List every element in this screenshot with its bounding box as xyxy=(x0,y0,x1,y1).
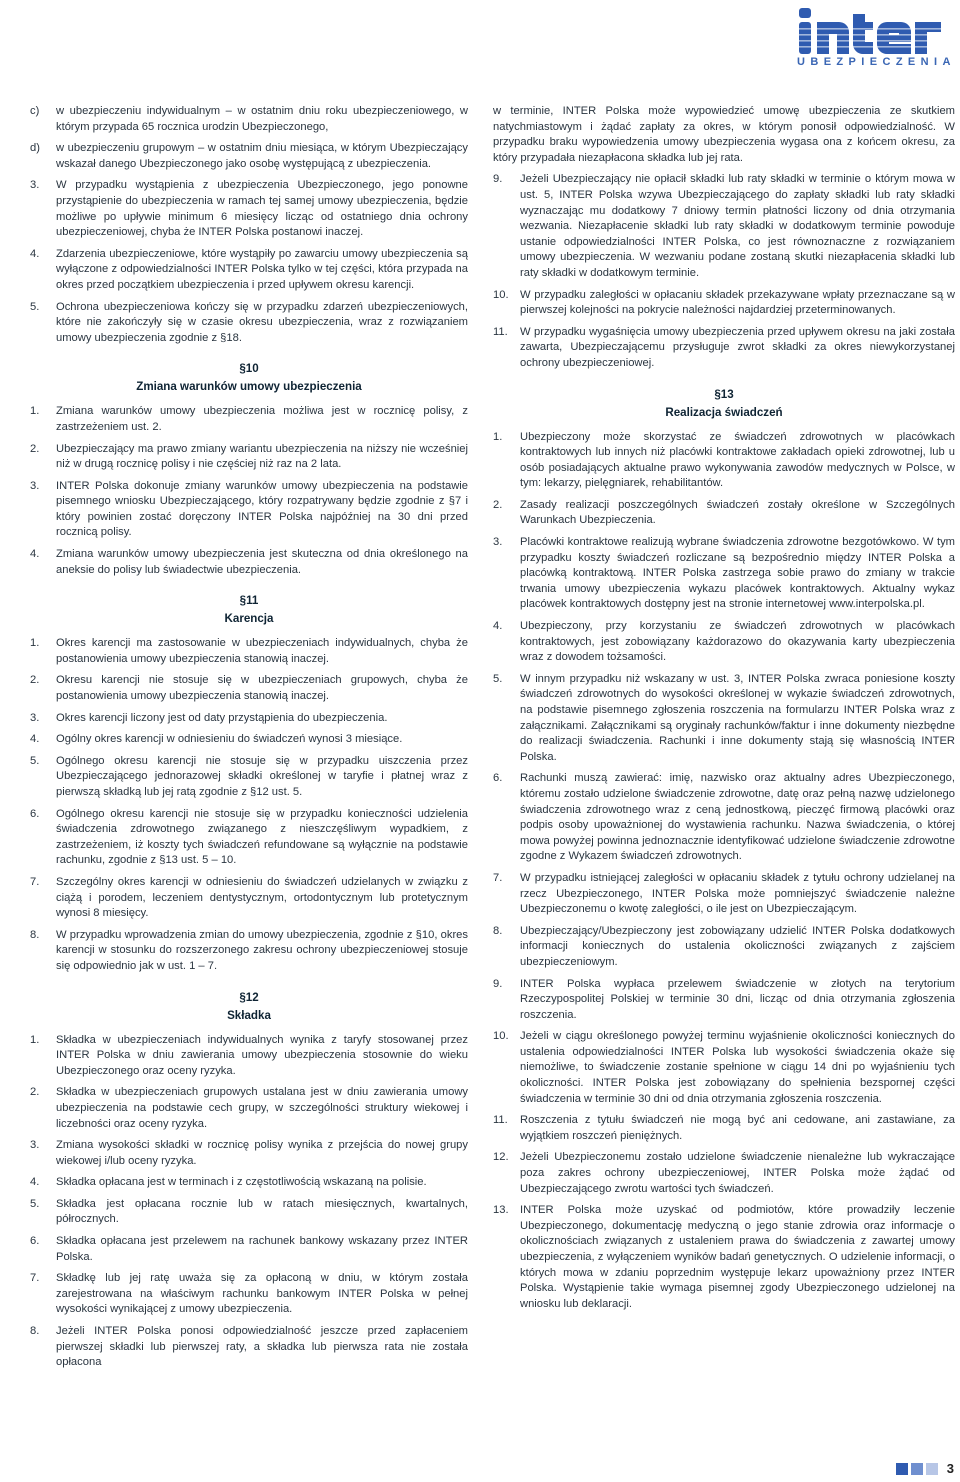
list-item xyxy=(30,1324,468,1371)
section-10-title: Zmiana warunków umowy ubezpieczenia xyxy=(136,380,362,394)
list-item-number: d) xyxy=(30,142,40,155)
list-item-number: 4. xyxy=(493,620,503,633)
list-item-number: 2. xyxy=(30,442,40,455)
section-11-list xyxy=(30,636,468,974)
list-item-number: 6. xyxy=(30,1235,40,1248)
list-item-number: 9. xyxy=(493,977,503,990)
section-10-number: §10 xyxy=(239,362,259,376)
footer-square-2 xyxy=(911,1463,923,1475)
list-item-text: Ubezpieczony może skorzystać ze świadczeń zdrowotnych w placówkach kontraktowych lub innych niż placówki kontraktowe zakładach opieki zdrowotnej, lub u osób posiadających aktualne prawo wykonywania zawodów medycznych w Polsce, w tym: lekarzy, pielęgniarek, rehabilitantów. xyxy=(520,430,955,490)
list-item-number: 5. xyxy=(30,754,40,767)
list-item-number: 11. xyxy=(493,1114,508,1127)
section-11-number: §11 xyxy=(239,594,259,608)
list-item-text: Okresu karencji nie stosuje się w ubezpieczeniach grupowych, chyba że postanowienia umowy ubezpieczenia stanowią inaczej. xyxy=(56,674,468,703)
footer-square-1 xyxy=(896,1463,908,1475)
section-13-heading xyxy=(493,386,955,422)
list-item xyxy=(493,430,955,492)
list-item-text: Zmiana warunków umowy ubezpieczenia jest skuteczna od dnia określonego na aneksie do polisy lub świadectwie ubezpieczenia. xyxy=(56,548,468,576)
inter-logo-wordmark xyxy=(797,6,955,56)
list-item-text: Ochrona ubezpieczeniowa kończy się w przypadku zdarzeń ubezpieczeniowych, które nie zakończyły się w czasie okresu ubezpieczenia, wraz z rozwiązaniem umowy ubezpieczenia zgodnie z §18. xyxy=(56,300,468,344)
list-item xyxy=(493,498,955,529)
list-item-number: 4. xyxy=(30,733,40,746)
list-item xyxy=(30,479,468,541)
list-item-text: Jeżeli Ubezpieczonemu zostało udzielone świadczenie nienależne lub wykraczające poza zakres ochrony ubezpieczeniowej, INTER Polska może żądać od Ubezpieczającego zwrotu wartości tych świadczeń. xyxy=(520,1151,955,1195)
list-item-number: 3. xyxy=(30,1139,40,1152)
inter-logo xyxy=(797,6,955,72)
section-10-heading xyxy=(30,360,468,396)
list-item xyxy=(493,871,955,918)
list-item xyxy=(493,1203,955,1312)
list-item-number: 9. xyxy=(493,173,503,186)
list-item-text: Rachunki muszą zawierać: imię, nazwisko oraz aktualny adres Ubezpieczonego, któremu zostało udzielone świadczenie zdrowotne, datę oraz pełną nazwę udzielonego świadczenia zdrowotnego wraz z ceną jednostkową, pieczęć firmową placówki oraz podpis osoby upoważnionej do wystawienia rachunku. Nazwa świadczenia, o której mowa powyżej powinna jednoznacznie identyfikować udzielone świadczenie zdrowotne zgodne z Wykazem świadczeń zdrowotnych. xyxy=(520,772,955,863)
list-item-number: 13. xyxy=(493,1204,509,1217)
list-item-number: 7. xyxy=(493,871,503,884)
list-item xyxy=(30,1175,468,1191)
list-item-text: w ubezpieczeniu grupowym – w ostatnim dniu miesiąca, w którym Ubezpieczający wskazał danego Ubezpieczonego jako osobę występującą z ubezpieczenia. xyxy=(56,142,468,170)
list-item-text: Zmiana warunków umowy ubezpieczenia możliwa jest w rocznicę polisy, z zastrzeżeniem ust. 2. xyxy=(56,405,468,433)
list-item-text: Ubezpieczający ma prawo zmiany wariantu ubezpieczenia na niższy nie wcześniej niż w drugą rocznicę polisy i nie częściej niż raz na 2 lata. xyxy=(56,442,468,471)
list-item-number: 6. xyxy=(493,772,503,785)
list-item xyxy=(30,807,468,869)
list-item xyxy=(493,288,955,319)
list-item-number: 8. xyxy=(493,924,503,937)
list-item-text: Okres karencji ma zastosowanie w ubezpieczeniach indywidualnych, chyba że postanowienia umowy ubezpieczenia stanowią inaczej. xyxy=(56,637,468,665)
list-item-text: Ubezpieczający/Ubezpieczony jest zobowiązany udzielić INTER Polska dodatkowych informacji koniecznych do ustalenia okoliczności związanych z zajściem ubezpieczeniowym. xyxy=(520,924,955,968)
list-item xyxy=(30,1138,468,1169)
list-item-number: 4. xyxy=(30,247,40,260)
list-item xyxy=(493,672,955,766)
section-13-title: Realizacja świadczeń xyxy=(665,405,783,419)
list-item xyxy=(30,442,468,473)
list-item xyxy=(493,1029,955,1107)
list-item-number: 2. xyxy=(493,498,503,511)
list-item-text: Ogólnego okresu karencji nie stosuje się w przypadku konieczności udzielenia świadczenia zdrowotnego związanego z nieszczęśliwym wypadkiem, z zastrzeżeniem, iż koszty tych świadczeń refundowane są wyłącznie na podstawie rachunku, zgodnie z §13 ust. 5 – 10. xyxy=(56,807,468,867)
list-item-number: 5. xyxy=(30,1197,40,1210)
list-item-text: Placówki kontraktowe realizują wybrane świadczenia zdrowotne bezgotówkowo. W tym przypadku koszty świadczeń rozliczane są bezpośrednio między INTER Polska a placówką kontraktową. INTER Polska zastrzega sobie prawo do zmiany w trakcie trwania umowy ubezpieczenia wykazu placówek kontraktowych. Aktualny wykaz placówek kontraktowych dostępny jest na stronie internetowej www.interpolska.pl. xyxy=(520,536,955,611)
list-item xyxy=(30,875,468,922)
list-item xyxy=(493,1113,955,1144)
list-item xyxy=(493,924,955,971)
list-item-number: c) xyxy=(30,105,40,117)
list-item xyxy=(30,247,468,294)
list-item-number: 3. xyxy=(493,536,503,549)
list-item-text: W innym przypadku niż wskazany w ust. 3, INTER Polska zwraca poniesione koszty świadczeń zdrowotnych do wysokości określonej w wykazie świadczeń zdrowotnych, na podstawie pisemnego zgłoszenia roszczenia na formularzu INTER Polska wraz z załącznikami. Załącznikami są oryginały rachunków/faktur i inne dokumenty niezbędne do realizacji świadczenia. Rachunki i inne dokumenty stają się własnością INTER Polska. xyxy=(520,672,955,763)
list-item-text: Roszczenia z tytułu świadczeń nie mogą być ani cedowane, ani zastawiane, za wyjątkiem roszczeń pieniężnych. xyxy=(520,1114,955,1142)
list-item xyxy=(30,178,468,240)
list-item-number: 6. xyxy=(30,807,40,820)
list-item xyxy=(30,300,468,347)
section-13-number: §13 xyxy=(714,387,734,401)
list-item-text: Składka opłacana jest przelewem na rachunek bankowy wskazany przez INTER Polska. xyxy=(56,1235,468,1263)
list-item-number: 2. xyxy=(30,674,40,687)
list-item xyxy=(30,928,468,975)
list-item-text: Zasady realizacji poszczególnych świadczeń zostały określone w Szczególnych Warunkach Ubezpieczenia. xyxy=(520,498,955,527)
list-item-text: Składkę lub jej ratę uważa się za opłaconą w dniu, w którym została zarejestrowana na właściwym rachunku bankowym INTER Polska w pełnej wysokości wynikającej z umowy ubezpieczenia. xyxy=(56,1272,468,1316)
list-item-text: Jeżeli w ciągu określonego powyżej terminu wyjaśnienie okoliczności koniecznych do ustalenia odpowiedzialności INTER Polska lub wysokości świadczenia okaże się niemożliwe, to świadczenie zostanie spełnione w ciągu 14 dni po wyjaśnieniu tych okoliczności. INTER Polska jest zobowiązany do spełnienia bezspornej części świadczenia w terminie 30 dni od dnia otrzymania zgłoszenia roszczenia. xyxy=(520,1030,955,1105)
list-item xyxy=(493,1150,955,1197)
section-12-number: §12 xyxy=(239,990,259,1004)
list-item-text: INTER Polska wypłaca przelewem świadczenie w złotych na terytorium Rzeczypospolitej Polskiej w terminie 30 dni, licząc od dnia otrzymania zgłoszenia roszczenia. xyxy=(520,977,955,1021)
list-item-number: 7. xyxy=(30,1272,40,1285)
page-footer xyxy=(896,1461,954,1476)
list-item xyxy=(30,1197,468,1228)
section-11-heading xyxy=(30,592,468,628)
list-item xyxy=(30,754,468,801)
list-item-number: 7. xyxy=(30,875,40,888)
list-item xyxy=(30,404,468,435)
list-item xyxy=(30,104,468,135)
list-item-text: w ubezpieczeniu indywidualnym – w ostatnim dniu roku ubezpieczeniowego, w którym przypada 65 rocznica urodzin Ubezpieczonego, xyxy=(56,105,468,133)
list-item-text: Ubezpieczony, przy korzystaniu ze świadczeń zdrowotnych w placówkach kontraktowych, jest zobowiązany każdorazowo do okazywania karty ubezpieczenia wraz z dowodem tożsamości. xyxy=(520,620,955,664)
list-item xyxy=(30,1033,468,1080)
list-item xyxy=(30,1234,468,1265)
list-item xyxy=(30,636,468,667)
list-item xyxy=(493,325,955,372)
list-item-number: 4. xyxy=(30,548,40,561)
list-item-number: 8. xyxy=(30,1325,40,1338)
section-10-list xyxy=(30,404,468,578)
list-item-text: W przypadku wygaśnięcia umowy ubezpieczenia przed upływem okresu na jaki została zawarta, Ubezpieczającemu przysługuje zwrot składki za okres niewykorzystanej ochrony ubezpieczeniowej. xyxy=(520,325,955,369)
list-item-number: 12. xyxy=(493,1151,509,1164)
list-item-number: 10. xyxy=(493,288,509,301)
list-item-number: 8. xyxy=(30,928,40,941)
list-item-text: Zdarzenia ubezpieczeniowe, które wystąpiły po zawarciu umowy ubezpieczenia są wyłączone z odpowiedzialności INTER Polska tylko w tej części, która przypada na okres przed początkiem ubezpieczenia i przed upływem okresu karencji. xyxy=(56,247,468,291)
list-item-text: INTER Polska dokonuje zmiany warunków umowy ubezpieczenia na podstawie pisemnego wniosku Ubezpieczającego, który rozpatrywany będzie zgodnie z §7 i który powinien zostać doręczony INTER Polska najpóźniej na 30 dni przed rocznicą polisy. xyxy=(56,479,468,539)
list-item-number: 1. xyxy=(30,637,40,650)
list-item-text: W przypadku zaległości w opłacaniu składek przekazywane wpłaty przeznaczane są w pierwszej kolejności na pokrycie należności najdardziej przeterminowanych. xyxy=(520,288,955,317)
list-item-number: 1. xyxy=(30,405,40,418)
list-item-number: 3. xyxy=(30,179,40,192)
section-11-title: Karencja xyxy=(224,612,274,626)
right-column xyxy=(493,104,955,1318)
list-item xyxy=(30,141,468,172)
list-item-number: 5. xyxy=(30,300,40,313)
section-12-title: Składka xyxy=(227,1008,271,1022)
left-column xyxy=(30,104,468,1377)
list-item xyxy=(493,977,955,1024)
list-item-text: W przypadku wystąpienia z ubezpieczenia Ubezpieczonego, jego ponowne przystąpienie do ubezpieczenia w ramach tej samej umowy ubezpieczenia, będzie możliwe po upływie minimum 6 miesięcy licząc od ostatniego dnia ochrony ubezpieczeniowej, chyba że INTER Polska postanowi inaczej. xyxy=(56,179,468,239)
list-item xyxy=(30,1271,468,1318)
list-item xyxy=(30,547,468,578)
list-item-number: 1. xyxy=(493,430,503,443)
list-item xyxy=(493,172,955,281)
footer-square-3 xyxy=(926,1463,938,1475)
section-12-continued-list xyxy=(493,172,955,371)
list-item-text: Jeżeli Ubezpieczający nie opłacił składki lub raty składki w terminie o którym mowa w ust. 5, INTER Polska wzywa Ubezpieczającego do zapłaty składki lub raty składki wyznaczając mu dodatkowy 7 dniowy termin płatności liczony od dnia otrzymania wezwania. Niezapłacenie składki lub raty składki w dodatkowym terminie powoduje ustanie odpowiedzialności INTER Polska, co jest równoznaczne z rozwiązaniem umowy ubezpieczenia. W wezwaniu podane zostaną skutki niezapłacenia składki lub raty składki w dodatkowym terminie. xyxy=(520,173,955,279)
list-item-text: W przypadku wprowadzenia zmian do umowy ubezpieczenia, zgodnie z §10, okres karencji w stosunku do rozszerzonego zakresu ochrony ubezpieczeniowej stosuje się odpowiednio jak w ust. 1 – 7. xyxy=(56,928,468,972)
list-item xyxy=(30,711,468,727)
page-number: 3 xyxy=(946,1461,954,1476)
continued-paragraph: w terminie, INTER Polska może wypowiedzieć umowę ubezpieczenia ze skutkiem natychmiastowym i żądać zapłaty za okres, w którym ponosił odpowiedzialność. W przypadku braku wypowiedzenia umowy ubezpieczenia wygasa ona z końcem okresu, za który przypadała niezapłacona składka lub jej rata. xyxy=(493,105,955,164)
list-item-number: 3. xyxy=(30,711,40,724)
list-item-number: 5. xyxy=(493,672,503,685)
list-item xyxy=(30,1085,468,1132)
list-item-number: 11. xyxy=(493,325,508,338)
list-item-number: 1. xyxy=(30,1033,40,1046)
left-top-list xyxy=(30,104,468,346)
list-item-number: 2. xyxy=(30,1086,40,1099)
list-item xyxy=(493,771,955,865)
list-item xyxy=(493,535,955,613)
list-item-text: W przypadku istniejącej zaległości w opłacaniu składek z tytułu ochrony udzielanej na rzecz Ubezpieczonego, INTER Polska może pomniejszyć świadczenie należne Ubezpieczonemu o kwotę zaległości, o ile jest on Ubezpieczającym. xyxy=(520,871,955,916)
list-item-number: 4. xyxy=(30,1176,40,1189)
list-item-number: 3. xyxy=(30,479,40,492)
section-13-list xyxy=(493,430,955,1313)
list-item-text: Jeżeli INTER Polska ponosi odpowiedzialność jeszcze przed zapłaceniem pierwszej składki lub pierwszej raty, a składka lub pierwsza rata nie została opłacona xyxy=(56,1325,468,1369)
list-item xyxy=(30,673,468,704)
list-item-text: Ogólny okres karencji w odniesieniu do świadczeń wynosi 3 miesiące. xyxy=(56,733,403,746)
list-item-text: Ogólnego okresu karencji nie stosuje się w przypadku uiszczenia przez Ubezpieczającego jednorazowej składki określonej w taryfie i płatnej wraz z pierwszą składką lub jej ratą zgodnie z §12 ust. 5. xyxy=(56,754,468,798)
logo-subtitle: UBEZPIECZENIA xyxy=(797,56,956,68)
list-item-text: Składka opłacana jest w terminach i z częstotliwością wskazaną na polisie. xyxy=(56,1176,427,1189)
section-12-heading xyxy=(30,989,468,1025)
list-item-text: Składka w ubezpieczeniach grupowych ustalana jest w dniu zawierania umowy ubezpieczenia na podstawie cech grupy, w szczególności struktury wiekowej i liczebności oraz oceny ryzyka. xyxy=(56,1086,468,1130)
list-item-text: Okres karencji liczony jest od daty przystąpienia do ubezpieczenia. xyxy=(56,711,388,724)
list-item-text: Składka jest opłacana rocznie lub w ratach miesięcznych, kwartalnych, półrocznych. xyxy=(56,1197,468,1226)
list-item xyxy=(30,732,468,748)
list-item-text: INTER Polska może uzyskać od podmiotów, które prowadziły leczenie Ubezpieczonego, dokumentację medyczną o jego stanie zdrowia oraz informacje o okolicznościach związanych z ustaleniem prawa do świadczenia z zawartej umowy ubezpieczenia, z wyłączeniem wyników badań genetycznych. O udzielenie informacji, o których mowa w zdaniu poprzednim występuje lekarz upoważniony przez INTER Polska. Wystąpienie takie wymaga pisemnej zgody Ubezpieczonego udzielonej na wniosku lub deklaracji. xyxy=(520,1204,955,1310)
section-12-list xyxy=(30,1033,468,1371)
list-item-text: Szczególny okres karencji w odniesieniu do świadczeń udzielanych w związku z ciążą i porodem, leczeniem dentystycznym, ortodontycznym lub protetycznym wynosi 8 miesięcy. xyxy=(56,875,468,920)
list-item-number: 10. xyxy=(493,1030,509,1043)
list-item-text: Składka w ubezpieczeniach indywidualnych wynika z taryfy stosowanej przez INTER Polska w dniu zawierania umowy ubezpieczenia stosownie do wieku Ubezpieczonego oraz oceny ryzyka. xyxy=(56,1033,468,1077)
list-item xyxy=(493,619,955,666)
list-item-text: Zmiana wysokości składki w rocznicę polisy wynika z przejścia do nowej grupy wiekowej i/lub oceny ryzyka. xyxy=(56,1139,468,1167)
